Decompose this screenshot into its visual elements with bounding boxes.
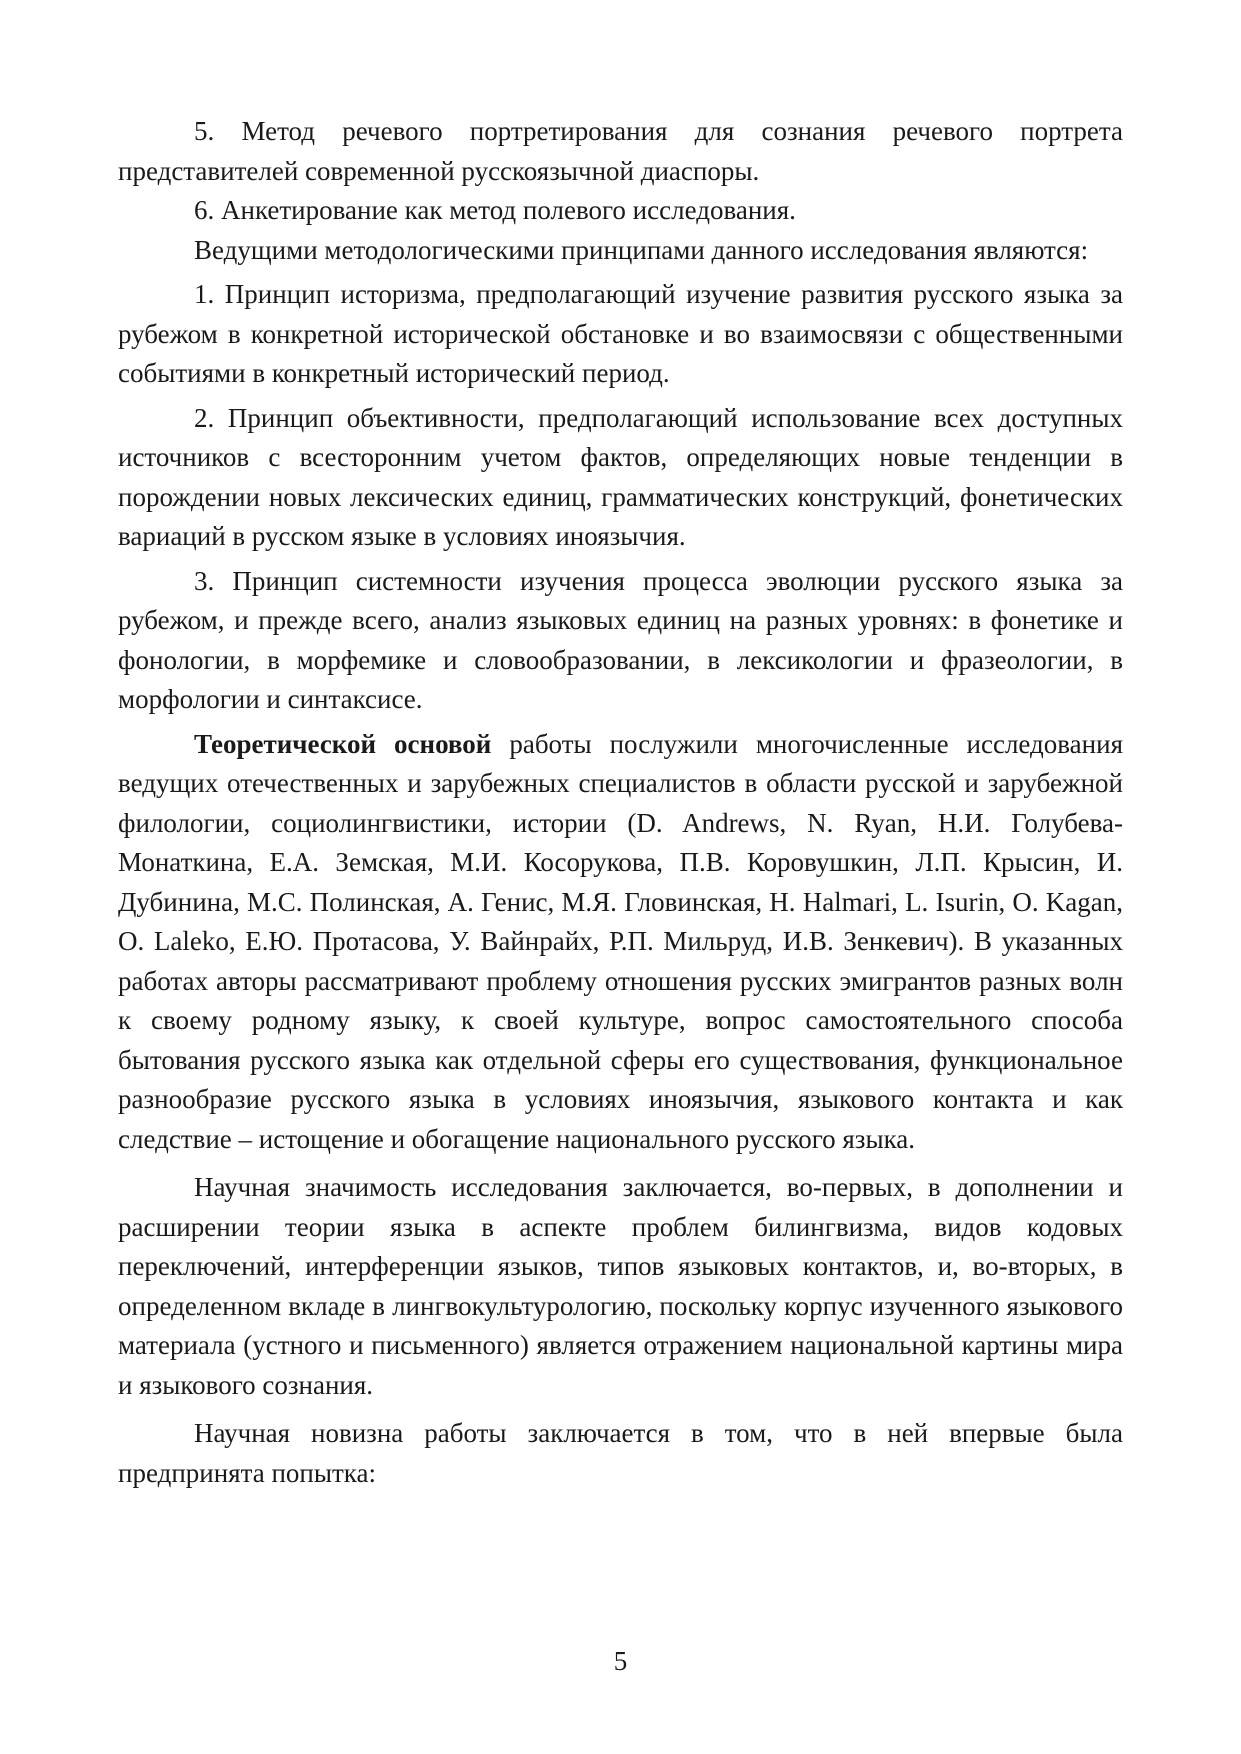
paragraph-principle-3: 3. Принцип системности изучения процесса эволюции русского языка за рубежом, и прежде всего, анализ языковых единиц на разных уровнях: в фонетике и фонологии, в морфемике и словообразовании, в лексикологии и фразеологии, в морфологии и синтаксисе. bbox=[118, 565, 1123, 714]
page-number: 5 bbox=[613, 1646, 628, 1676]
paragraph-method-6: 6. Анкетирование как метод полевого исследования. bbox=[194, 195, 796, 225]
paragraph-principles-intro: Ведущими методологическими принципами данного исследования являются: bbox=[194, 234, 1089, 265]
document-body bbox=[118, 112, 1123, 1493]
paragraph-method-5: 5. Метод речевого портретирования для сознания речевого портрета представителей современной русскоязычной диаспоры. bbox=[118, 116, 1123, 186]
paragraph-significance: Научная значимость исследования заключается, во-первых, в дополнении и расширении теории языка в аспекте проблем билингвизма, видов кодовых переключений, интерференции языков, типов языковых контактов, и, во-вторых, в определенном вкладе в лингвокультурологию, поскольку корпус изученного языкового материала (устного и письменного) является отражением национальной картины мира и языкового сознания. bbox=[118, 1172, 1123, 1400]
paragraph-novelty: Научная новизна работы заключается в том, что в ней впервые была предпринята попытка: bbox=[118, 1418, 1123, 1488]
theoretical-basis-heading: Теоретической основой bbox=[194, 728, 492, 759]
paragraph-theoretical-basis bbox=[118, 725, 1123, 1160]
theoretical-basis-text: работы послужили многочисленные исследования ведущих отечественных и зарубежных специалистов в области русской и зарубежной филологии, социолингвистики, истории (D. Andrews, N. Ryan, Н.И. Голубева-Монаткина, Е.А. Земская, М.И. Косорукова, П.В. Коровушкин, Л.П. Крысин, И. Дубинина, М.С. Полинская, А. Генис, М.Я. Гловинская, H. Halmari, L. Isurin, O. Kagan, O. Laleko, Е.Ю. Протасова, У. Вайнрайх, Р.П. Мильруд, И.В. Зенкевич). В указанных работах авторы рассматривают проблему отношения русских эмигрантов разных волн к своему родному языку, к своей культуре, вопрос самостоятельного способа бытования русского языка как отдельной сферы его существования, функциональное разнообразие русского языка в условиях иноязычия, языкового контакта и как следствие – истощение и обогащение национального русского языка. bbox=[118, 728, 1123, 1154]
paragraph-principle-1: 1. Принцип историзма, предполагающий изучение развития русского языка за рубежом в конкретной исторической обстановке и во взаимосвязи с общественными событиями в конкретный исторический период. bbox=[118, 279, 1123, 388]
paragraph-principle-2: 2. Принцип объективности, предполагающий использование всех доступных источников с всесторонним учетом фактов, определяющих новые тенденции в порождении новых лексических единиц, грамматических конструкций, фонетических вариаций в русском языке в условиях иноязычия. bbox=[118, 402, 1123, 551]
